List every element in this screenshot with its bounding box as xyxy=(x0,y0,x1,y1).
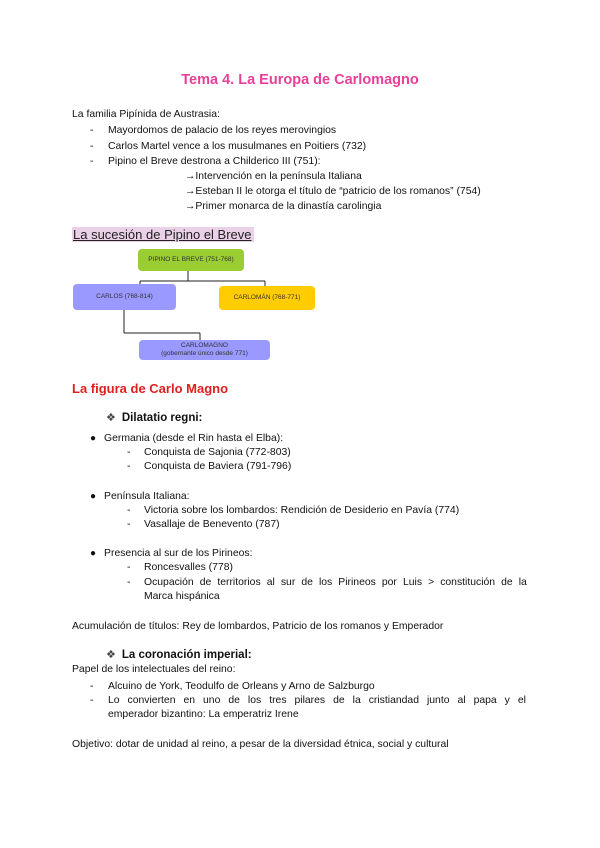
page-title: Tema 4. La Europa de Carlomagno xyxy=(181,72,419,88)
node-pipino-el-breve: PIPINO EL BREVE (751-768) xyxy=(138,249,244,271)
word: pilares xyxy=(294,695,326,706)
subheading-text: La coronación imperial: xyxy=(121,649,252,661)
list-item xyxy=(127,576,137,590)
word: papa xyxy=(473,695,497,706)
bullet-icon: ● xyxy=(90,548,97,559)
list-item-text: Carlos Martel vence a los musulmanes en Poitiers (732) xyxy=(108,141,367,152)
node-carlos: CARLOS (768-814) xyxy=(73,284,176,310)
list-item xyxy=(90,694,100,708)
node-carloman: CARLOMÁN (768-771) xyxy=(219,286,315,310)
bullet-item-text: Germania (desde el Rin hasta el Elba): xyxy=(104,433,284,444)
list-item xyxy=(90,124,336,138)
sub-list-item-text: Esteban II le otorga el título de “patricio de los romanos” (754) xyxy=(195,186,481,197)
word: la xyxy=(352,695,361,706)
section-heading-figura: La figura de Carlo Magno xyxy=(72,381,229,396)
list-item-text: Roncesvalles (778) xyxy=(144,562,233,573)
word: tres xyxy=(269,695,287,706)
word: de xyxy=(501,577,513,588)
sub-list-item xyxy=(185,185,481,199)
word: constitución xyxy=(440,577,496,588)
word: de xyxy=(199,577,212,588)
section-heading-succession: La sucesión de Pipino el Breve xyxy=(73,227,252,242)
word: por xyxy=(381,577,397,588)
list-item-text: Vasallaje de Benevento (787) xyxy=(144,519,280,530)
list-item-justified-line xyxy=(108,694,526,708)
list-item xyxy=(127,561,233,575)
sub-list-item-text: Primer monarca de la dinastía carolingia xyxy=(195,201,382,212)
bullet-item xyxy=(90,547,252,561)
sub-list-item-text: Intervención en la península Italiana xyxy=(195,171,362,182)
list-item xyxy=(127,518,280,532)
word: los xyxy=(247,695,262,706)
arrow-icon: → xyxy=(185,201,196,212)
list-item-text: Conquista de Baviera (791-796) xyxy=(144,461,292,472)
list-item xyxy=(90,140,366,154)
node-carlomagno-name: CARLOMAGNO xyxy=(181,342,228,349)
word: de xyxy=(228,695,240,706)
dash: - xyxy=(127,505,131,516)
list-item-text: Mayordomos de palacio de los reyes merovingios xyxy=(108,125,337,136)
list-item-text: Pipino el Breve destrona a Childerico III (751): xyxy=(108,156,321,167)
dash: - xyxy=(90,681,94,692)
arrow-icon: → xyxy=(185,186,196,197)
subheading-text: Dilatatio regni: xyxy=(121,412,203,424)
word: al xyxy=(457,695,466,706)
dash: - xyxy=(90,125,94,136)
list-item-justified-line xyxy=(144,576,527,590)
diamond-bullet-icon: ❖ xyxy=(106,649,116,661)
word: Lo xyxy=(108,695,120,706)
node-carlomagno-note: (gobernante único desde 771) xyxy=(161,350,248,357)
bullet-item xyxy=(90,490,190,504)
dash: - xyxy=(127,562,131,573)
word: convierten xyxy=(127,695,176,706)
dash: - xyxy=(127,577,131,588)
subheading-dilatatio xyxy=(106,411,202,424)
node-carlomagno xyxy=(139,340,270,360)
list-item-continuation: Marca hispánica xyxy=(144,591,220,602)
paragraph-objetivo: Objetivo: dotar de unidad al reino, a pesar de la diversidad étnica, social y cultural xyxy=(72,739,449,750)
list-item-text: Conquista de Sajonia (772-803) xyxy=(144,447,291,458)
word: territorios xyxy=(217,577,261,588)
list-item xyxy=(127,446,291,460)
list-item xyxy=(90,155,321,169)
list-item-continuation: emperador bizantino: La emperatriz Irene xyxy=(108,709,299,720)
list-item-text: Alcuino de York, Teodulfo de Orleans y Arno de Salzburgo xyxy=(108,681,375,692)
word: al xyxy=(266,577,275,588)
word: de xyxy=(301,577,313,588)
bullet-item-text: Presencia al sur de los Pirineos: xyxy=(104,548,253,559)
word: el xyxy=(517,695,526,706)
word: de xyxy=(333,695,345,706)
bullet-icon: ● xyxy=(90,433,97,444)
word: cristiandad xyxy=(368,695,419,706)
word: Luis xyxy=(402,577,423,588)
sub-list-item xyxy=(185,170,362,184)
dash: - xyxy=(127,519,131,530)
bullet-item xyxy=(90,432,283,446)
arrow-icon: → xyxy=(185,171,196,182)
dash: - xyxy=(127,461,131,472)
word: la xyxy=(518,577,527,588)
paragraph-papel: Papel de los intelectuales del reino: xyxy=(72,664,236,675)
sub-list-item xyxy=(185,200,381,214)
list-item xyxy=(127,504,459,518)
word: Ocupación xyxy=(144,577,194,588)
subheading-coronacion xyxy=(106,648,252,661)
diamond-bullet-icon: ❖ xyxy=(106,412,116,424)
bullet-icon: ● xyxy=(90,491,97,502)
word: Pirineos xyxy=(338,577,376,588)
word: en xyxy=(183,695,196,706)
dash: - xyxy=(127,447,131,458)
dash: - xyxy=(90,695,94,706)
intro-heading: La familia Pipínida de Austrasia: xyxy=(72,109,220,120)
list-item xyxy=(127,460,291,474)
dash: - xyxy=(90,156,94,167)
word: sur xyxy=(280,577,296,588)
bullet-item-text: Península Italiana: xyxy=(104,491,190,502)
word: uno xyxy=(203,695,221,706)
paragraph-acumulacion: Acumulación de títulos: Rey de lombardos, Patricio de los romanos y Emperador xyxy=(72,621,444,632)
word: junto xyxy=(426,695,450,706)
word: los xyxy=(318,577,333,588)
dash: - xyxy=(90,141,94,152)
list-item-text: Victoria sobre los lombardos: Rendición de Desiderio en Pavía (774) xyxy=(144,505,460,516)
list-item xyxy=(90,680,375,694)
word: y xyxy=(504,695,510,706)
word: > xyxy=(428,577,435,588)
